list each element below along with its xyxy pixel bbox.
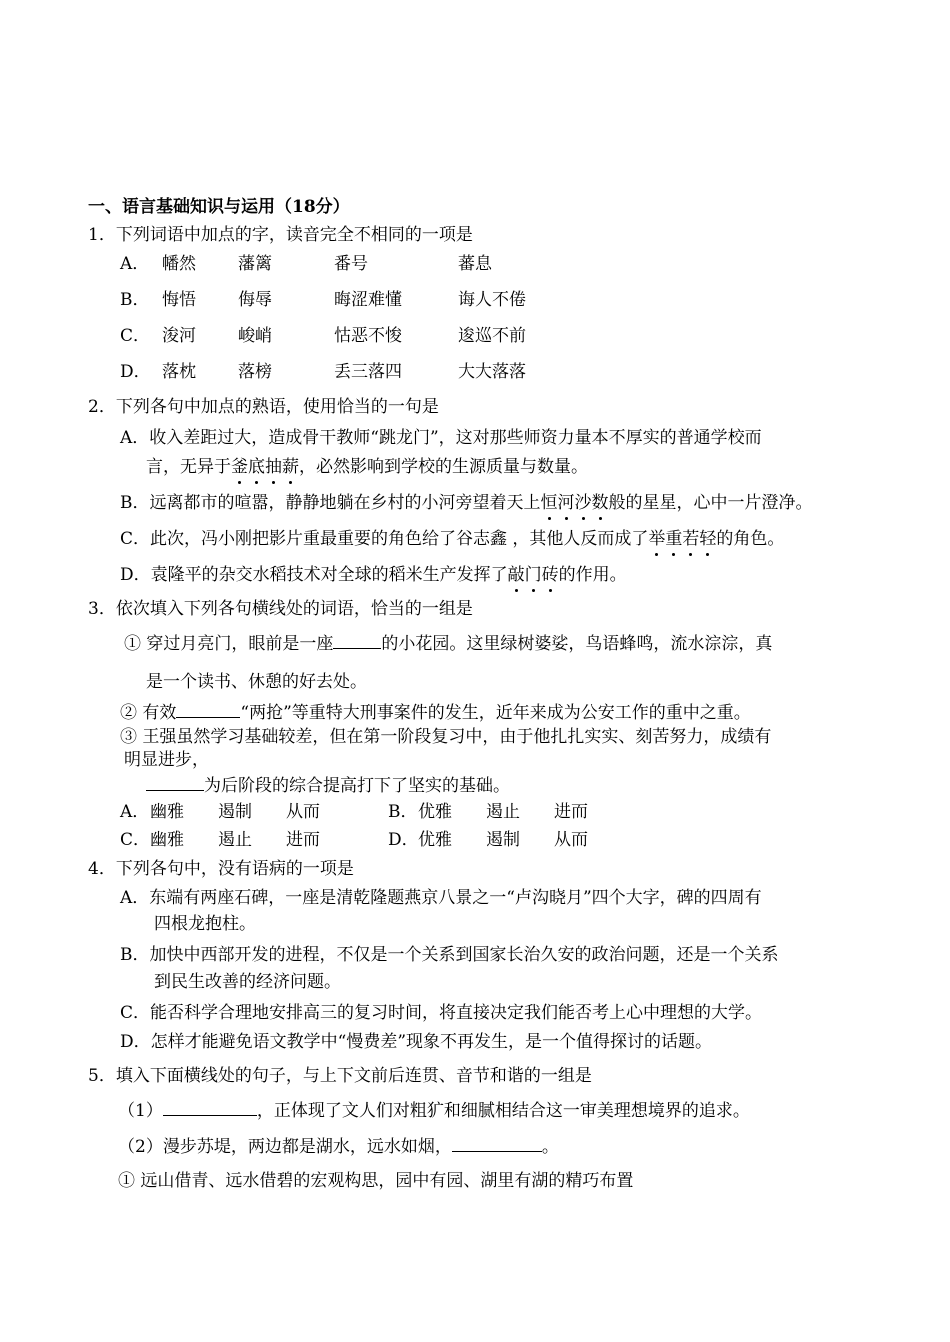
q3-sentence-3-line2: 明显进步，	[124, 750, 209, 770]
word: 从而	[286, 802, 320, 822]
word: 逡巡不前	[458, 326, 526, 346]
word: 藩篱	[238, 254, 272, 274]
option-label: B．	[388, 802, 418, 822]
dotted-idiom	[508, 565, 559, 585]
dotted-char: 门	[524, 565, 542, 585]
q4-option-d: D．怎样才能避免语文教学中“慢费差”现象不再发生，是一个值得探讨的话题。	[120, 1032, 713, 1052]
q3-sentence-3-line3	[146, 775, 510, 797]
q3-sentence-3-line1: ③ 王强虽然学习基础较差，但在第一阶段复习中，由于他扎扎实实、刻苦努力，成绩有	[120, 727, 772, 747]
option-label: C．	[120, 326, 151, 346]
dotted-char: 恒	[540, 493, 558, 513]
q5-stem: 5．填入下面横线处的句子，与上下文前后连贯、音节和谐的一组是	[88, 1066, 592, 1086]
option-label: C．	[120, 830, 151, 850]
word: 蕃息	[458, 254, 492, 274]
word: 优雅	[418, 802, 452, 822]
dotted-char: 轻	[699, 529, 717, 549]
text: 言，无异于	[146, 457, 231, 477]
dotted-char: 敲	[507, 565, 525, 585]
dotted-char: 河	[557, 493, 575, 513]
q1-stem: 1．下列词语中加点的字，读音完全不相同的一项是	[88, 225, 473, 245]
q4-option-a-line2: 四根龙抱柱。	[154, 914, 256, 934]
word: 诲人不倦	[458, 290, 526, 310]
q2-option-c	[120, 528, 784, 550]
text: 般的星星，心中一片澄净。	[608, 493, 813, 513]
word: 从而	[554, 830, 588, 850]
dotted-char: 薪	[282, 457, 299, 477]
q4-option-a-line1: A．东端有两座石碑，一座是清乾隆题燕京八景之一“卢沟晓月”四个大字，碑的四周有	[120, 888, 762, 908]
q5-option-1: ① 远山借青、远水借碧的宏观构思，园中有园、湖里有湖的精巧布置	[118, 1171, 634, 1191]
answer-blank	[452, 1137, 542, 1152]
q3-stem: 3．依次填入下列各句横线处的词语，恰当的一组是	[88, 599, 473, 619]
word: 幽雅	[150, 802, 184, 822]
option-label: A．	[120, 802, 150, 822]
q5-sentence-2	[118, 1136, 559, 1158]
dotted-char: 釜	[231, 457, 248, 477]
word: 悔悟	[162, 290, 196, 310]
text: B．远离都市的喧嚣，静静地躺在乡村的小河旁望着天上	[120, 493, 541, 513]
text: 的小花园。这里绿树婆娑，鸟语蜂鸣，流水淙淙，真	[381, 634, 773, 654]
dotted-char: 重	[665, 529, 683, 549]
word: 优雅	[418, 830, 452, 850]
dotted-char: 底	[248, 457, 265, 477]
q4-option-b-line2: 到民生改善的经济问题。	[154, 972, 341, 992]
q4-stem: 4．下列各句中，没有语病的一项是	[88, 859, 354, 879]
text: D．袁隆平的杂交水稻技术对全球的稻米生产发挥了	[120, 565, 508, 585]
word: 落榜	[238, 362, 272, 382]
q2-option-d	[120, 564, 627, 586]
text: 的作用。	[558, 565, 627, 585]
dotted-char: 沙	[574, 493, 592, 513]
word: 进而	[286, 830, 320, 850]
option-label: D．	[120, 362, 151, 382]
word: 峻峭	[238, 326, 272, 346]
text: ，正体现了文人们对粗犷和细腻相结合这一审美理想境界的追求。	[256, 1101, 750, 1121]
word: 进而	[554, 802, 588, 822]
word: 遏止	[218, 830, 252, 850]
option-label: A．	[120, 254, 150, 274]
dotted-idiom	[541, 493, 609, 513]
word: 遏制	[486, 830, 520, 850]
q4-option-c: C．能否科学合理地安排高三的复习时间，将直接决定我们能否考上心中理想的大学。	[120, 1003, 763, 1023]
word: 侮辱	[238, 290, 272, 310]
text: ，必然影响到学校的生源质量与数量。	[299, 457, 588, 477]
word: 浚河	[162, 326, 196, 346]
word: 怙恶不悛	[334, 326, 402, 346]
answer-blank	[146, 776, 204, 791]
text: C．此次，冯小刚把影片重最重要的角色给了谷志鑫 ，其他人反而成了	[120, 529, 649, 549]
answer-blank	[163, 1101, 257, 1116]
text: ② 有效	[120, 703, 177, 723]
word: 丢三落四	[334, 362, 402, 382]
word: 番号	[334, 254, 368, 274]
option-label: B．	[120, 290, 150, 310]
q4-option-b-line1: B．加快中西部开发的进程，不仅是一个关系到国家长治久安的政治问题，还是一个关系	[120, 945, 779, 965]
dotted-idiom	[231, 457, 299, 477]
dotted-char: 举	[648, 529, 666, 549]
answer-blank	[176, 703, 240, 718]
word: 幡然	[162, 254, 196, 274]
q2-stem: 2．下列各句中加点的熟语，使用恰当的一句是	[88, 397, 439, 417]
text: 为后阶段的综合提高打下了坚实的基础。	[204, 776, 510, 796]
word: 大大落落	[458, 362, 526, 382]
text: 。	[541, 1137, 559, 1157]
answer-blank	[333, 634, 381, 649]
q2-option-a-line2	[146, 456, 588, 478]
word: 遏止	[486, 802, 520, 822]
word: 落枕	[162, 362, 196, 382]
q2-option-b	[120, 492, 813, 514]
text: （2）漫步苏堤，两边都是湖水，远水如烟，	[118, 1137, 452, 1157]
section-title: 一、语言基础知识与运用（18分）	[88, 197, 350, 217]
word: 遏制	[218, 802, 252, 822]
text: “两抢”等重特大刑事案件的发生，近年来成为公安工作的重中之重。	[240, 703, 751, 723]
dotted-char: 数	[591, 493, 609, 513]
q5-sentence-1	[118, 1100, 750, 1122]
q3-sentence-1	[124, 633, 772, 655]
word: 幽雅	[150, 830, 184, 850]
dotted-char: 砖	[541, 565, 559, 585]
dotted-char: 抽	[265, 457, 282, 477]
dotted-char: 若	[682, 529, 700, 549]
dotted-idiom	[648, 529, 716, 549]
q3-sentence-1-cont: 是一个读书、休憩的好去处。	[146, 672, 367, 692]
option-label: D．	[388, 830, 419, 850]
text: ① 穿过月亮门，眼前是一座	[124, 634, 334, 654]
word: 晦涩难懂	[334, 290, 402, 310]
text: 的角色。	[716, 529, 785, 549]
q3-sentence-2	[120, 702, 751, 724]
text: （1）	[118, 1101, 163, 1121]
q2-option-a-line1: A．收入差距过大，造成骨干教师“跳龙门”，这对那些师资力量本不厚实的普通学校而	[120, 428, 762, 448]
